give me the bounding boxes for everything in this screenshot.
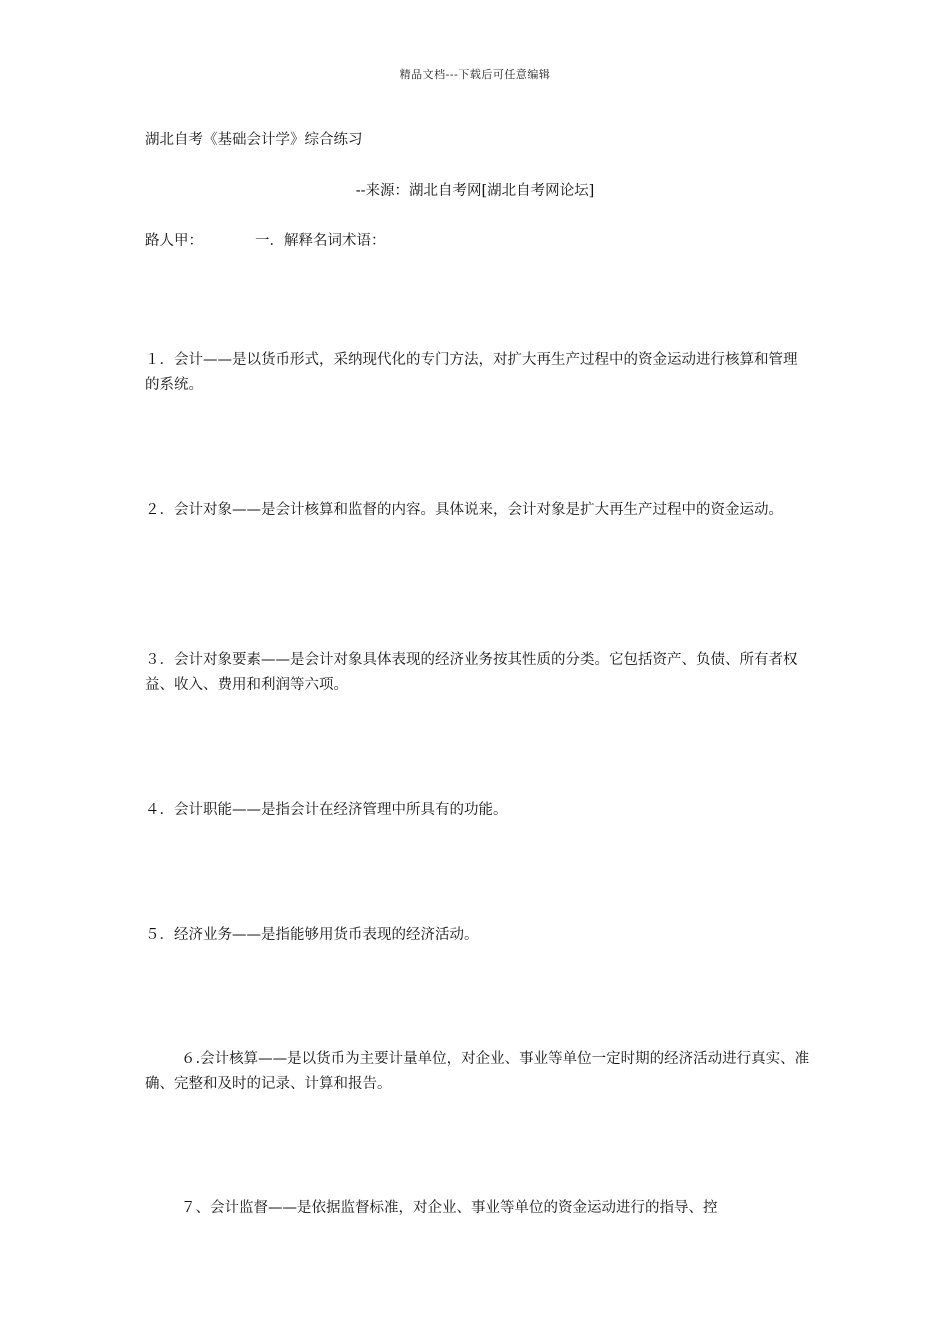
speaker-label: 路人甲： xyxy=(145,233,203,249)
term-item-5: ５．经济业务——是指能够用货币表现的经济活动。 xyxy=(145,927,479,943)
document-title: 湖北自考《基础会计学》综合练习 xyxy=(145,132,363,148)
term-item-2: ２．会计对象——是会计核算和监督的内容。具体说来，会计对象是扩大再生产过程中的资金运动。 xyxy=(145,502,783,518)
page-header: 精品文档---下载后可任意编辑 xyxy=(399,68,551,81)
term-item-6: ６.会计核算——是以货币为主要计量单位，对企业、事业等单位一定时期的经济活动进行真实、准确、完整和及时的记录、计算和报告。 xyxy=(145,1051,810,1092)
source-line: --来源：湖北自考网[湖北自考网论坛] xyxy=(355,183,595,199)
term-item-3: ３．会计对象要素——是会计对象具体表现的经济业务按其性质的分类。它包括资产、负债、所有者权益、收入、费用和利润等六项。 xyxy=(145,652,798,693)
intro-line xyxy=(145,229,386,250)
section-heading: 一．解释名词术语： xyxy=(255,233,386,249)
term-item-7: ７、会计监督——是依据监督标准，对企业、事业等单位的资金运动进行的指导、控 xyxy=(181,1200,718,1216)
term-item-4: ４．会计职能——是指会计在经济管理中所具有的功能。 xyxy=(145,802,508,818)
term-item-1: １．会计——是以货币形式，采纳现代化的专门方法，对扩大再生产过程中的资金运动进行核算和管理的系统。 xyxy=(145,352,798,393)
